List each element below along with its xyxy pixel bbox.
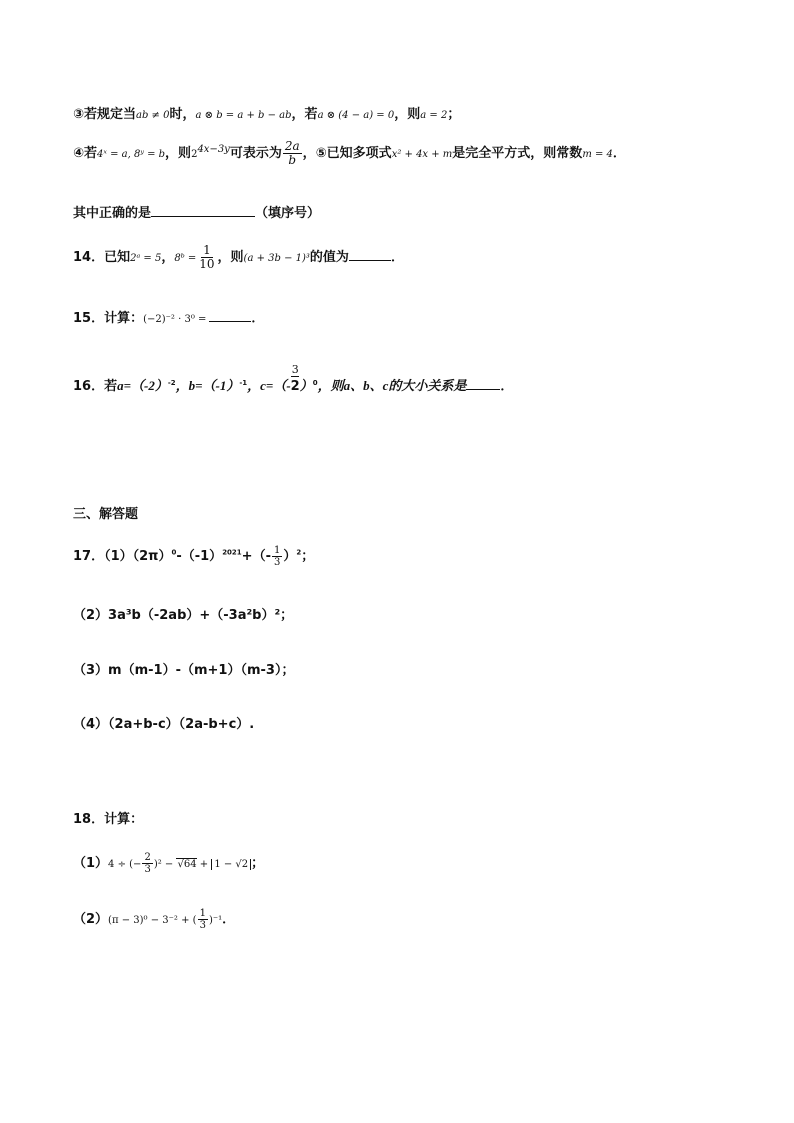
q13-item4-base: 2 [191,149,198,161]
q18-p1-line [73,852,264,875]
q18-p2-line [73,908,235,931]
q13-item5-res: m = 4 [582,149,613,161]
q14-eq2-lhs: 8ᵇ = [174,253,197,265]
q16-c-top: 3 [291,363,299,376]
q16-b-exp: -1 [239,378,248,387]
q17-p1-a: （1）（2π） [104,549,172,564]
q13-answer-line [73,202,320,221]
q16-line [73,364,513,394]
q18-p2-end: ． [222,912,236,927]
q13-item4-fraction [283,140,302,167]
q17-label: 17． [73,549,105,564]
q13-item4-can: 可表示为 [229,146,282,162]
q18-label: 18．计算： [73,812,144,827]
q14-fraction [197,244,216,271]
q18-p1-c: + [196,859,212,870]
q17-p1-end: ； [301,549,315,564]
q14-tail: 的值为 [309,250,349,266]
q14-expr: (a + 3b − 1)³ [243,253,310,265]
q16-c-close: ） [299,378,313,394]
q16-c-bot: 2 [290,379,300,395]
q18-p1-sqrt: √64 [177,859,197,870]
q15-expr: (−2)⁻² · 3⁰ = [143,314,207,325]
q13-item4-frac-num: 2a [284,139,300,153]
section3-title: 三、解答题 [73,507,139,522]
q18-p1-frac-num: 2 [144,852,151,863]
q15-answer-blank[interactable] [209,309,251,322]
q17-p1-frac-den: 3 [273,557,281,568]
q15-label: 15．计算： [73,311,144,326]
q17-p3-line: （3）m（m-1）-（m+1）（m-3）； [73,663,295,678]
q18-p2-label: （2） [73,912,109,927]
q17-p1-e2: 2021 [222,548,242,557]
q16-answer-blank[interactable] [466,377,500,390]
q17-p2-line: （2）3a³b（-2ab）+（-3a²b）²； [73,608,294,623]
q16-tail: ，则a、b、c的大小关系是 [317,378,467,394]
q18-p1-fraction [142,852,152,875]
q13-answer-prompt: 其中正确的是 [73,206,152,221]
q13-item3-prefix: ③若规定当 [73,107,137,122]
q16-a-exp: -2 [167,378,176,387]
q15-line [73,307,264,326]
q13-item4-prefix: ④若 [73,146,98,162]
q18-p1-b: )² − [153,859,177,870]
q13-item5-end: ． [612,146,626,162]
q16-c-fraction-bar [291,376,299,377]
q15-end: ． [251,311,265,326]
q13-item3-def: a ⊗ b = a + b − ab [195,110,292,121]
q16-c-exp: 0 [312,378,318,387]
q13-item3-when: 时， [169,107,196,122]
q18-p1-end: ； [251,856,265,871]
q17-p1-fraction [272,545,282,568]
q13-item3-then: ，则 [394,107,421,122]
q18-p2-frac-num: 1 [199,908,206,919]
q14-line [73,244,404,271]
q16-b-def: ，b=（-1） [175,378,240,394]
q17-p1-e3: 2 [296,548,302,557]
q17-p4-line: （4）（2a+b-c）（2a-b+c）. [73,717,255,732]
q17-p1-d: ） [283,549,297,564]
q16-a-def: a=（-2） [117,378,168,394]
q18-p2-a: (π − 3)⁰ − 3⁻² + ( [108,915,197,926]
q16-c-fraction [291,364,300,394]
q17-p1-b: -（-1） [176,549,223,564]
q13-item4-exp: 4x−3y [197,143,230,155]
q14-frac-den: 10 [199,257,215,272]
q13-item3-eq: a ⊗ (4 − a) = 0 [317,110,395,121]
q14-sep: ， [161,250,175,266]
q18-p2-b: )⁻¹ [208,915,223,926]
q13-item4-frac-den: b [288,153,297,168]
q14-eq1: 2ᵃ = 5 [130,253,162,265]
q13-item5-prefix: ⑤已知多项式 [315,146,392,162]
q16-label: 16．若 [73,379,118,395]
q14-then: ，则 [217,250,244,266]
q18-p2-frac-den: 3 [199,920,206,931]
q17-p1-line [73,545,314,568]
q14-frac-num: 1 [203,243,211,257]
q13-item4-cond: 4ˣ = a, 8ʸ = b [97,149,166,161]
q18-p1-abs: 1 − √2 [211,859,251,870]
q18-p1-label: （1） [73,856,109,871]
q13-item3-res: a = 2 [420,110,448,121]
q13-item3-end: ； [447,107,461,122]
q13-item4-then: ，则 [165,146,192,162]
q18-p1-frac-den: 3 [144,864,151,875]
q13-item4-sep: ， [302,146,316,162]
q13-answer-blank[interactable] [151,204,255,217]
q13-item5-poly: x² + 4x + m [391,149,453,161]
q17-p1-c: +（- [241,549,271,564]
q13-item4-line [73,140,626,167]
q16-end: ． [500,379,514,395]
q13-item5-is: 是完全平方式，则常数 [452,146,583,162]
q18-p1-a: 4 ÷ (− [108,859,142,870]
q14-label: 14．已知 [73,250,131,266]
q18-p2-fraction [198,908,208,931]
q16-c-def: ，c=（- [247,378,291,394]
q14-end: ． [390,250,404,266]
q17-p1-e1: 0 [171,548,177,557]
q13-item3-line [73,103,460,122]
q17-p1-frac-num: 1 [273,545,281,556]
q14-answer-blank[interactable] [349,248,391,261]
q13-item3-cond: ab ≠ 0 [136,110,170,121]
q13-answer-note: （填序号） [255,206,321,221]
q13-item3-mid: ，若 [291,107,318,122]
